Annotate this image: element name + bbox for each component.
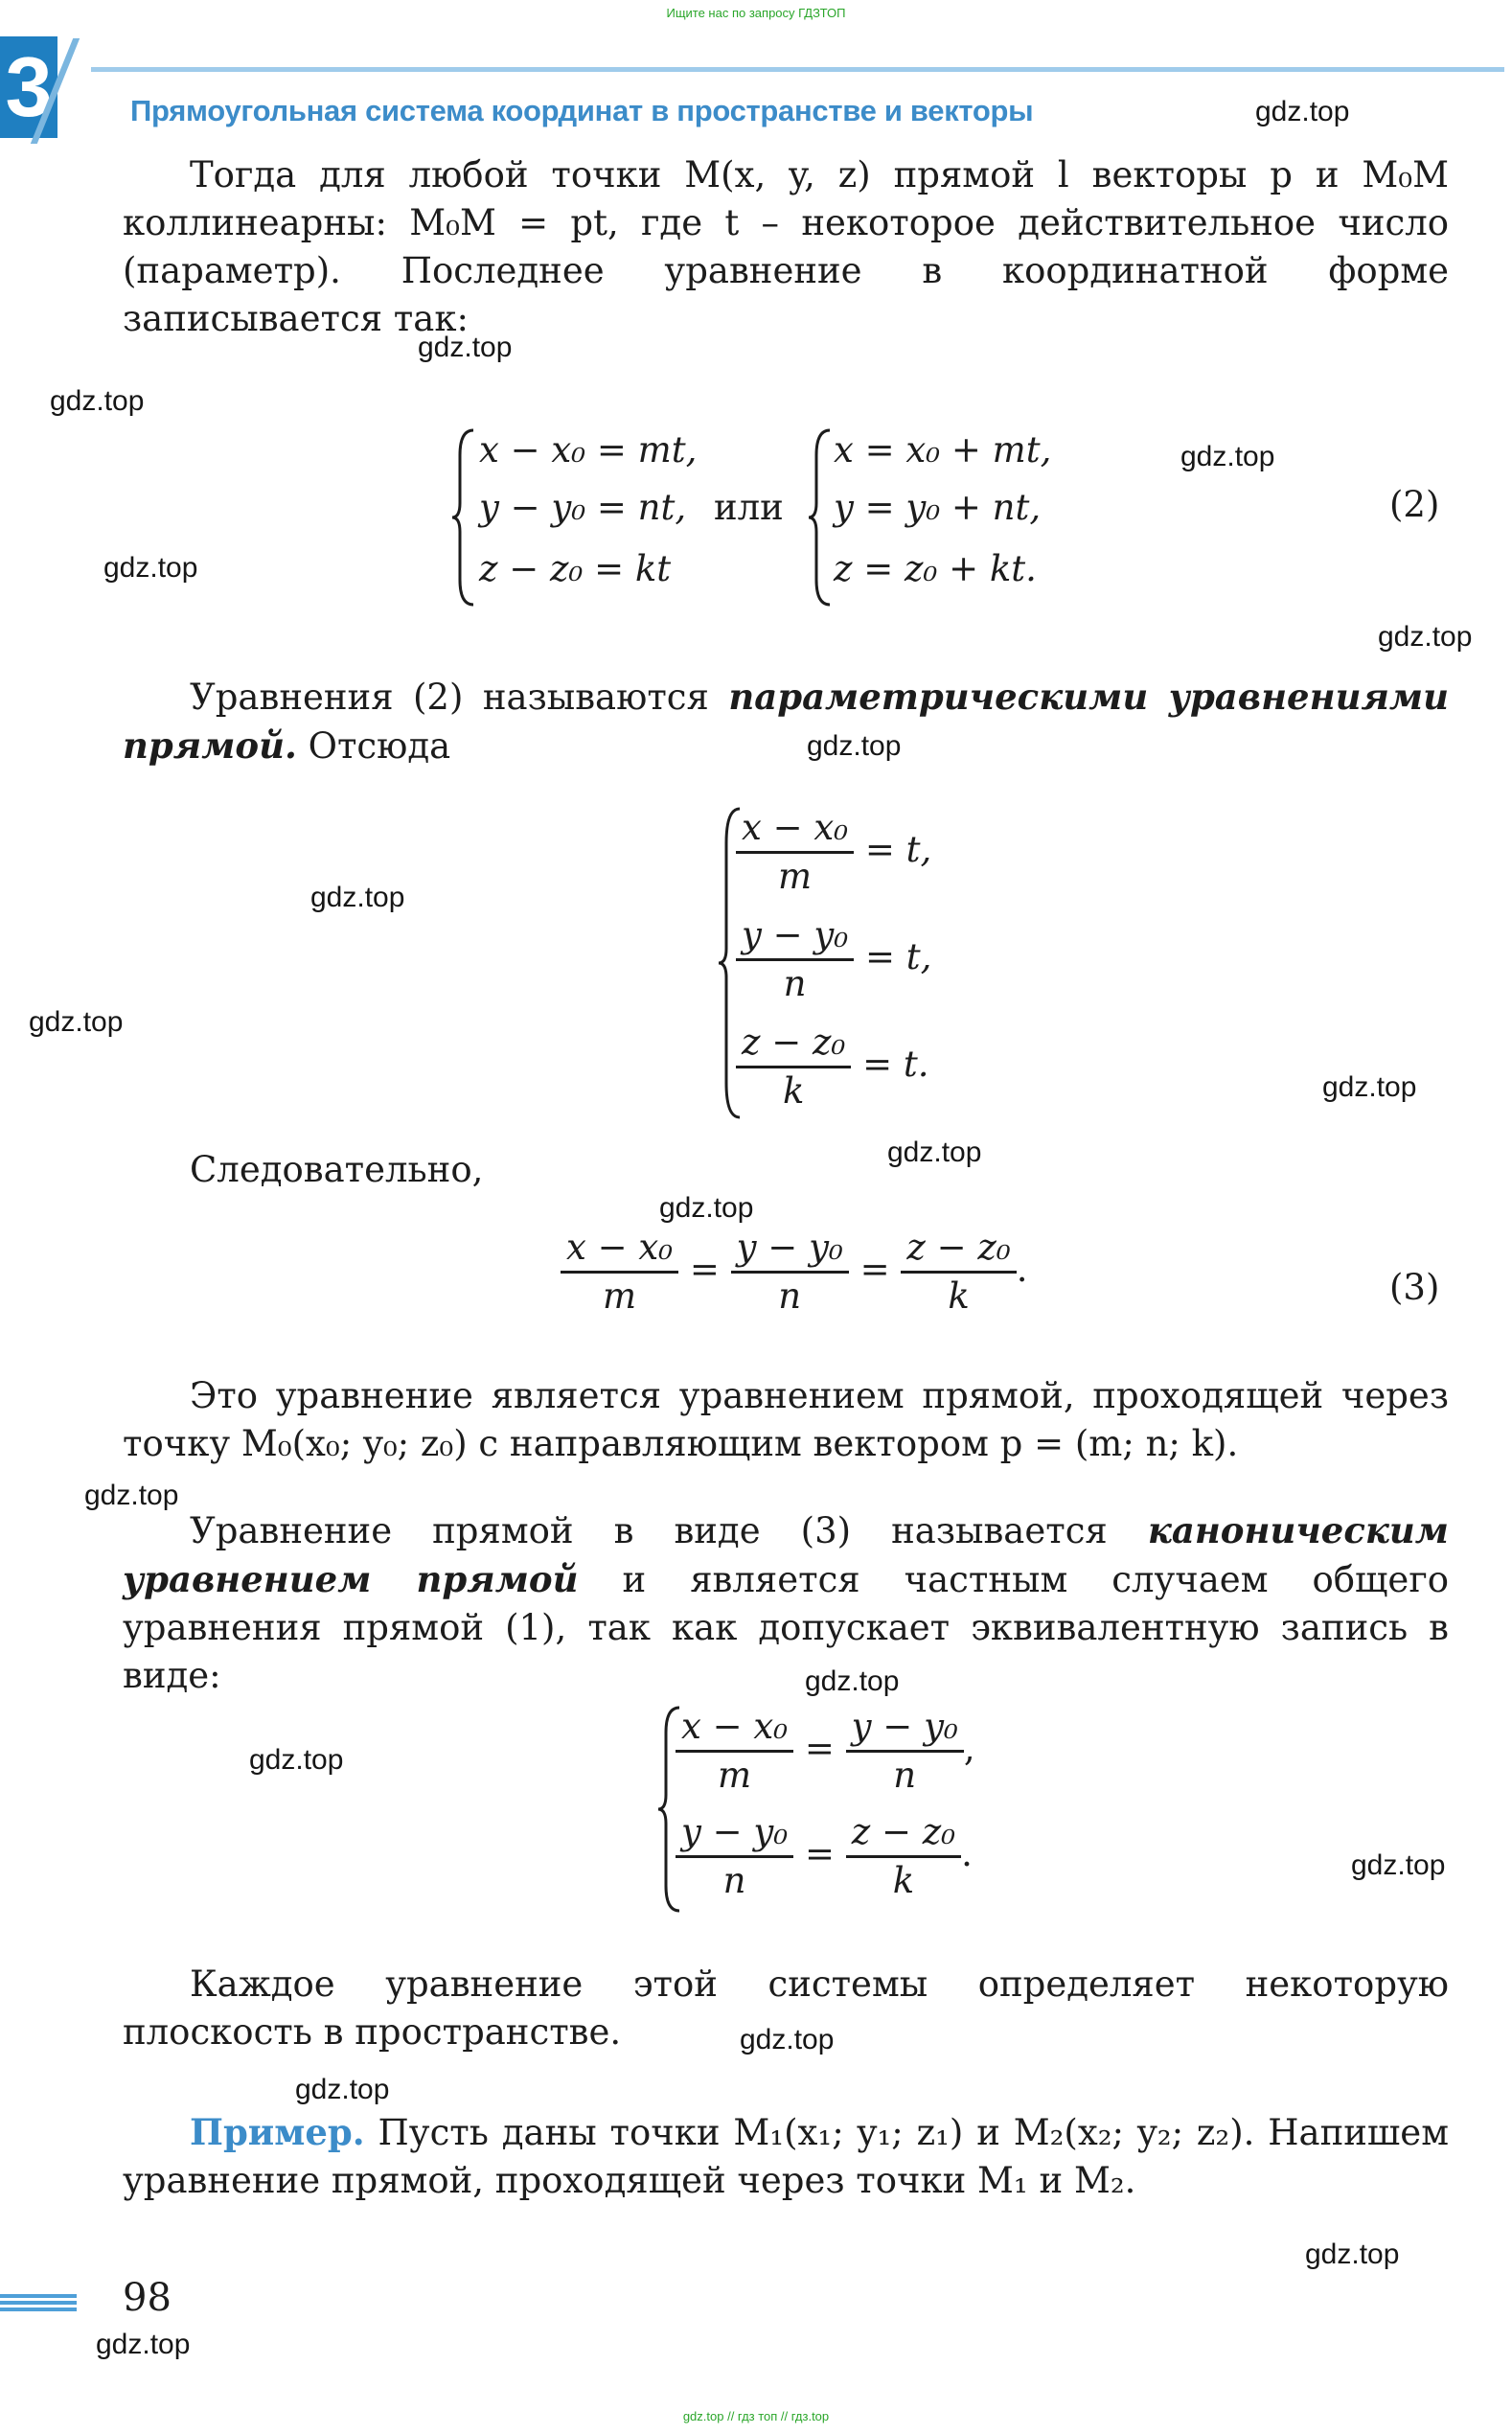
- watermark: gdz.top: [805, 1665, 900, 1697]
- fraction-denominator: n: [893, 1755, 917, 1796]
- watermark: gdz.top: [84, 1480, 179, 1511]
- paragraph-therefore-text: Следовательно,: [190, 1149, 484, 1190]
- equation-rhs: = t,: [864, 829, 932, 870]
- left-brace-icon: [450, 426, 479, 608]
- watermark: gdz.top: [1305, 2239, 1400, 2270]
- watermark: gdz.top: [249, 1744, 344, 1776]
- watermark: gdz.top: [29, 1006, 124, 1038]
- equation-rhs: = t,: [864, 936, 932, 977]
- fraction-denominator: m: [603, 1275, 637, 1317]
- watermark: gdz.top: [418, 332, 513, 363]
- system-t-row-3: [736, 1020, 929, 1114]
- bottom-source-note: gdz.top // гдз топ // гдз.top: [682, 2409, 830, 2423]
- footer-stripe-decoration: [0, 2294, 77, 2313]
- system2-right-row-2: y = y₀ + nt,: [834, 487, 1042, 528]
- equation-number-2: (2): [1389, 484, 1440, 525]
- chapter-number-badge: 3: [0, 36, 57, 138]
- top-search-note: Ищите нас по запросу ГДЗТОП: [666, 6, 846, 20]
- paragraph-parametric: [123, 673, 1449, 770]
- paragraph-line-through-point-text: Это уравнение является уравнением прямой, проходящей через точку M₀(x₀; y₀; z₀) с направляющим вектором p = (m; n; k).: [123, 1375, 1449, 1464]
- row-punctuation: .: [961, 1833, 973, 1874]
- paragraph-parametric-tail: Отсюда: [296, 725, 451, 767]
- system-t-row-2: [736, 912, 931, 1007]
- canonical-system-row-1: $\frac{\text{x − x₀}}{m}$ = $\frac{\text{y − y₀}}{n}$ ,: [676, 1704, 975, 1799]
- watermark: gdz.top: [659, 1192, 754, 1224]
- fraction-denominator: k: [948, 1275, 970, 1317]
- page-number: 98: [123, 2276, 172, 2320]
- term-canonical-equation: каноническим уравнением прямой: [123, 1509, 1449, 1600]
- canonical-system-row-2: $\frac{\text{y − y₀}}{n}$ = $\frac{\text{z − z₀}}{k}$ .: [676, 1809, 973, 1904]
- fraction-numerator: x − x₀: [676, 1704, 793, 1753]
- system2-left-row-2: y − y₀ = nt,: [479, 487, 687, 528]
- fraction-denominator: k: [782, 1070, 805, 1112]
- left-brace-icon: [807, 426, 836, 608]
- watermark: gdz.top: [1351, 1849, 1446, 1881]
- watermark: gdz.top: [740, 2024, 835, 2055]
- header-rule: [91, 67, 1504, 72]
- watermark: gdz.top: [1378, 621, 1473, 653]
- paragraph-intro: [123, 151, 1449, 343]
- paragraph-example: [123, 2108, 1449, 2205]
- paragraph-intro-text: Тогда для любой точки M(x, y, z) прямой l векторы p и M₀M коллинеарны: M₀M = pt, где t – некоторое действительное число (параметр). Последнее уравнение в координатной форме записывается так:: [123, 154, 1449, 339]
- paragraph-plane-text: Каждое уравнение этой системы определяет некоторую плоскость в пространстве.: [123, 1963, 1449, 2053]
- fraction-numerator: z − z₀: [846, 1809, 961, 1858]
- fraction-denominator: n: [722, 1860, 746, 1901]
- system2-right-row-3: z = z₀ + kt.: [834, 548, 1037, 589]
- equation-rhs: = t.: [862, 1044, 929, 1085]
- watermark: gdz.top: [103, 552, 198, 584]
- system2-right-row-1: x = x₀ + mt,: [834, 429, 1052, 471]
- paragraph-canonical: [123, 1506, 1449, 1700]
- watermark: gdz.top: [96, 2329, 191, 2360]
- paragraph-therefore: [123, 1146, 1449, 1194]
- watermark: gdz.top: [1322, 1071, 1417, 1103]
- example-label: Пример.: [190, 2111, 365, 2153]
- running-header-title: Прямоугольная система координат в пространстве и векторы: [130, 94, 1034, 127]
- paragraph-line-through-point: [123, 1372, 1449, 1468]
- watermark: gdz.top: [310, 882, 405, 913]
- fraction-numerator: y − y₀: [736, 912, 854, 961]
- row-punctuation: ,: [963, 1728, 975, 1769]
- canonical-equation-3: $\frac{\text{x − x₀}}{m}$ = $\frac{\text{y − y₀}}{n}$ = $\frac{\text{z − z₀}}{k}$ .: [561, 1225, 1027, 1320]
- fraction-denominator: k: [892, 1860, 915, 1901]
- equation-number-3: (3): [1389, 1267, 1440, 1308]
- system2-left-row-3: z − z₀ = kt: [479, 548, 672, 589]
- paragraph-canonical-text: Уравнение прямой в виде (3) называется: [190, 1510, 1148, 1551]
- paragraph-parametric-text: Уравнения (2) называются: [190, 677, 729, 718]
- fraction-denominator: m: [718, 1755, 752, 1796]
- paragraph-example-text: Пусть даны точки M₁(x₁; y₁; z₁) и M₂(x₂; y₂; z₂). Напишем уравнение прямой, проходящей через точки M₁ и M₂.: [123, 2112, 1449, 2201]
- system2-or-word: или: [714, 487, 784, 528]
- fraction-numerator: z − z₀: [901, 1225, 1016, 1274]
- fraction-denominator: n: [783, 963, 807, 1004]
- paragraph-canonical-tail: и является частным случаем общего уравнения прямой (1), так как допускает эквивалентную запись в виде:: [123, 1559, 1449, 1696]
- fraction-numerator: x − x₀: [561, 1225, 678, 1274]
- fraction-denominator: n: [778, 1275, 802, 1317]
- fraction-denominator: m: [778, 856, 813, 897]
- watermark: gdz.top: [887, 1137, 982, 1168]
- system2-left-row-1: x − x₀ = mt,: [479, 429, 698, 471]
- fraction-numerator: x − x₀: [736, 805, 854, 854]
- term-parametric-equations: параметрическими уравнениями прямой.: [123, 676, 1449, 767]
- system-t-row-1: [736, 805, 931, 900]
- watermark: gdz.top: [295, 2074, 390, 2105]
- watermark: gdz.top: [1255, 96, 1350, 127]
- fraction-numerator: y − y₀: [676, 1809, 793, 1858]
- fraction-numerator: z − z₀: [736, 1020, 851, 1068]
- watermark: gdz.top: [1180, 441, 1275, 472]
- watermark: gdz.top: [807, 730, 902, 762]
- watermark: gdz.top: [50, 385, 145, 417]
- fraction-numerator: y − y₀: [846, 1704, 964, 1753]
- fraction-numerator: y − y₀: [731, 1225, 849, 1274]
